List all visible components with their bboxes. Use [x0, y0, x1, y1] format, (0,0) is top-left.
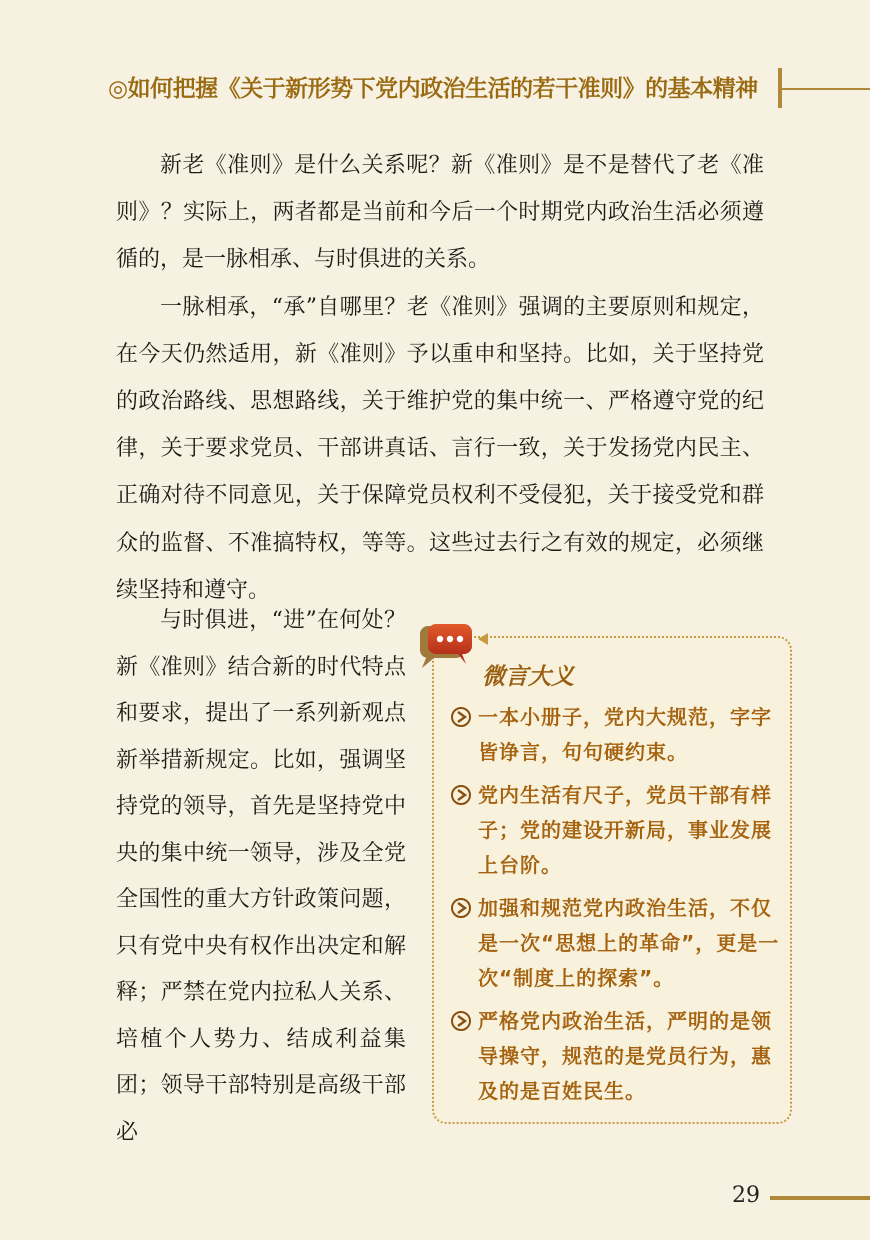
chat-bubble-icon: [418, 620, 476, 670]
paragraph-3: 与时俱进，“进”在何处？新《准则》结合新的时代特点和要求，提出了一系列新观点新举措新规定。比如，强调坚持党的领导，首先是坚持党中央的集中统一领导，涉及全党全国性的重大方针政策问题，只有党中央有权作出决定和解释；严禁在党内拉私人关系、培植个人势力、结成利益集团；领导干部特别是高级干部必: [116, 608, 406, 1145]
point-text: 党内生活有尺子，党员干部有样子；党的建设开新局，事业发展上台阶。: [478, 783, 772, 877]
body-text: [116, 142, 764, 614]
running-header: [108, 66, 773, 106]
page-number: 29: [732, 1183, 760, 1208]
point-text: 一本小册子，党内大规范，字字皆诤言，句句硬约束。: [478, 705, 772, 764]
paragraph-1: 新老《准则》是什么关系呢？新《准则》是不是替代了老《准则》？实际上，两者都是当前和今后一个时期党内政治生活必须遵循的，是一脉相承、与时俱进的关系。: [116, 153, 764, 273]
point-text: 严格党内政治生活，严明的是领导操守，规范的是党员行为，惠及的是百姓民生。: [478, 1009, 772, 1103]
footer-rule: [770, 1196, 870, 1200]
point-text: 加强和规范党内政治生活，不仅是一次“思想上的革命”，更是一次“制度上的探索”。: [478, 896, 780, 990]
header-rule-horizontal: [782, 88, 870, 90]
paragraph-2: 一脉相承，“承”自哪里？老《准则》强调的主要原则和规定，在今天仍然适用，新《准则》予以重申和坚持。比如，关于坚持党的政治路线、思想路线，关于维护党的集中统一、严格遵守党的纪律，关于要求党员、干部讲真话、言行一致，关于发扬党内民主、正确对待不同意见，关于保障党员权利不受侵犯，关于接受党和群众的监督、不准搞特权，等等。这些过去行之有效的规定，必须继续坚持和遵守。: [116, 294, 764, 603]
sidebar-points: [448, 700, 784, 1117]
header-title: ◎如何把握《关于新形势下党内政治生活的若干准则》的基本精神: [108, 75, 758, 102]
sidebar-pointer: [478, 633, 488, 645]
circle-arrow-icon: [448, 782, 478, 812]
list-item: [448, 778, 784, 883]
list-item: [448, 1004, 784, 1109]
circle-arrow-icon: [448, 1008, 478, 1038]
circle-arrow-icon: [448, 895, 478, 925]
circle-arrow-icon: [448, 704, 478, 734]
list-item: [448, 891, 784, 996]
list-item: [448, 700, 784, 770]
sidebar-title: 微言大义: [482, 664, 574, 690]
